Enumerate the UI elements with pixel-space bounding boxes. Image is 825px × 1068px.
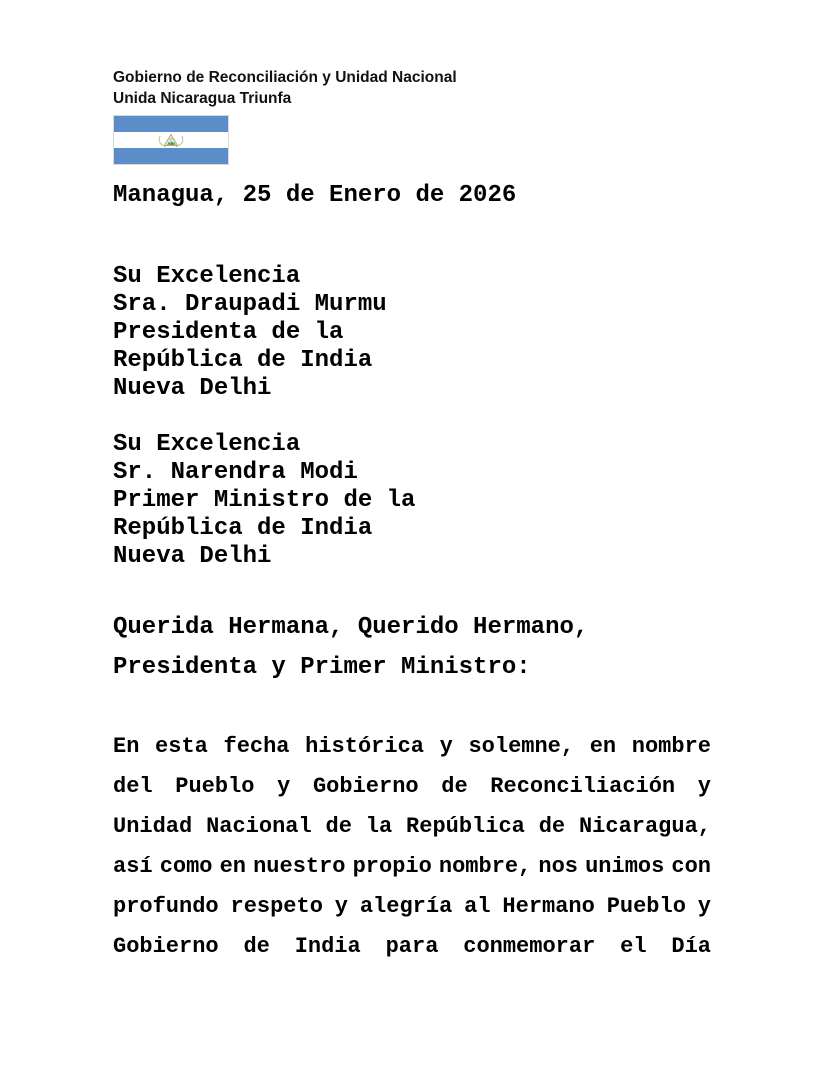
recipient-line: República de India: [113, 347, 373, 374]
body-line: En esta fecha histórica y solemne, en nombre: [113, 734, 711, 759]
salutation: [113, 608, 711, 688]
recipient-line: Primer Ministro de la: [113, 487, 416, 514]
flag-stripe-bottom: [114, 148, 228, 164]
salutation-line-1: Querida Hermana, Querido Hermano,: [113, 614, 589, 641]
body-line: Unidad Nacional de la República de Nicaragua,: [113, 814, 711, 839]
letterhead: [113, 67, 711, 109]
recipient-line: Su Excelencia: [113, 263, 301, 290]
body-line: Gobierno de India para conmemorar el Día: [113, 934, 711, 959]
letter-content: [0, 67, 825, 967]
flag-stripe-top: [114, 116, 228, 132]
recipient-line: Sr. Narendra Modi: [113, 459, 358, 486]
recipient-line: Su Excelencia: [113, 431, 301, 458]
body-line: así como en nuestro propio nombre, nos unimos con: [113, 854, 711, 879]
flag-stripe-middle: [114, 132, 228, 148]
salutation-line-2: Presidenta y Primer Ministro:: [113, 654, 531, 681]
nicaragua-flag-icon: [113, 115, 229, 165]
letterhead-motto: Unida Nicaragua Triunfa: [113, 90, 292, 107]
body-line: profundo respeto y alegría al Hermano Pueblo y: [113, 894, 711, 919]
recipient-line: Presidenta de la: [113, 319, 344, 346]
letterhead-government-title: Gobierno de Reconciliación y Unidad Nacional: [113, 69, 457, 86]
recipient-block-president: [113, 263, 711, 403]
date-line: Managua, 25 de Enero de 2026: [113, 182, 517, 209]
body-paragraph: [113, 727, 711, 967]
recipient-line: Sra. Draupadi Murmu: [113, 291, 387, 318]
recipient-line: República de India: [113, 515, 373, 542]
body-line: del Pueblo y Gobierno de Reconciliación y: [113, 774, 711, 799]
recipient-block-prime-minister: [113, 431, 711, 571]
recipient-line: Nueva Delhi: [113, 375, 272, 402]
recipient-line: Nueva Delhi: [113, 543, 272, 570]
nicaragua-coat-of-arms-icon: [156, 133, 186, 148]
